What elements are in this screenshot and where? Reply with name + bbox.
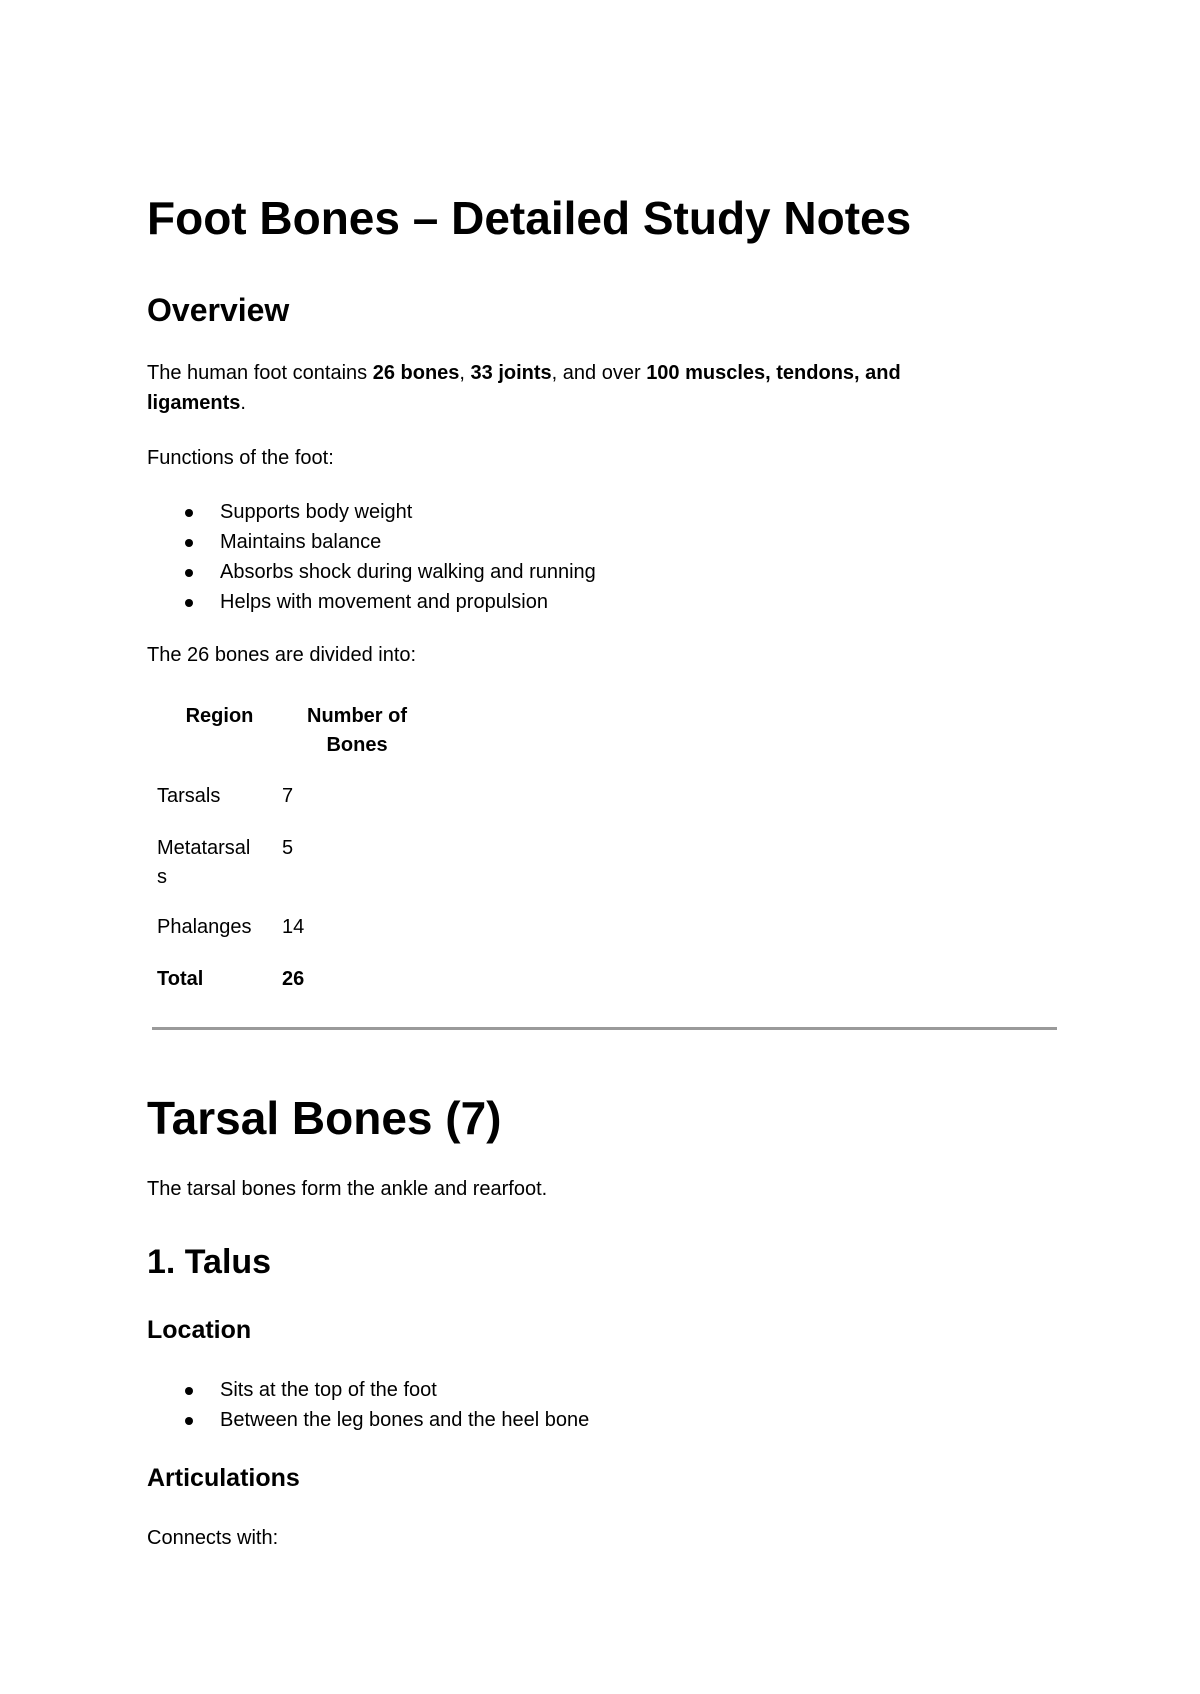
cell-region: Tarsals (157, 785, 221, 807)
divided-label: The 26 bones are divided into: (147, 644, 417, 666)
page-title: Foot Bones – Detailed Study Notes (147, 192, 912, 244)
horizontal-rule (152, 1027, 1057, 1030)
list-item: Maintains balance (147, 527, 596, 557)
list-item: Supports body weight (147, 497, 596, 527)
list-item: Helps with movement and propulsion (147, 587, 596, 617)
bullet-icon (185, 1387, 193, 1395)
cell-count: 7 (282, 785, 294, 807)
bullet-icon (185, 509, 193, 517)
table-header-row (147, 702, 432, 782)
articulations-heading: Articulations (147, 1464, 300, 1492)
overview-heading: Overview (147, 292, 290, 328)
intro-text: , (459, 362, 471, 384)
intro-text: , and over (551, 362, 647, 384)
intro-bold-muscles: 100 muscles, tendons, and (646, 362, 901, 384)
functions-list (147, 497, 596, 617)
cell-region: Phalanges (157, 916, 252, 938)
header-count: Number of Bones (307, 705, 407, 756)
connects-label: Connects with: (147, 1527, 279, 1549)
list-item: Sits at the top of the foot (147, 1375, 589, 1405)
intro-bold-bones: 26 bones (372, 362, 460, 384)
intro-bold-ligaments: ligaments (147, 392, 241, 414)
tarsal-intro: The tarsal bones form the ankle and rearfoot. (147, 1178, 548, 1200)
intro-text: . (240, 392, 246, 414)
location-list (147, 1375, 589, 1435)
overview-intro (147, 358, 1047, 418)
table-row (147, 834, 432, 913)
tarsal-heading: Tarsal Bones (7) (147, 1092, 502, 1144)
bullet-icon (185, 1417, 193, 1425)
header-region: Region (185, 705, 254, 727)
list-item: Absorbs shock during walking and running (147, 557, 596, 587)
cell-region: Metatarsal s (157, 837, 251, 888)
cell-count: 14 (282, 916, 305, 938)
location-heading: Location (147, 1316, 252, 1344)
talus-heading: 1. Talus (147, 1243, 272, 1281)
cell-total-value: 26 (282, 968, 305, 990)
intro-text: The human foot contains (147, 362, 373, 384)
cell-count: 5 (282, 837, 294, 859)
bullet-icon (185, 539, 193, 547)
table-total-row (147, 965, 432, 1005)
list-item: Between the leg bones and the heel bone (147, 1405, 589, 1435)
bullet-icon (185, 569, 193, 577)
bones-table (147, 702, 432, 1005)
table-row (147, 913, 432, 965)
table-row (147, 782, 432, 834)
intro-bold-joints: 33 joints (470, 362, 552, 384)
bullet-icon (185, 599, 193, 607)
cell-total-label: Total (157, 968, 204, 990)
functions-label: Functions of the foot: (147, 447, 334, 469)
